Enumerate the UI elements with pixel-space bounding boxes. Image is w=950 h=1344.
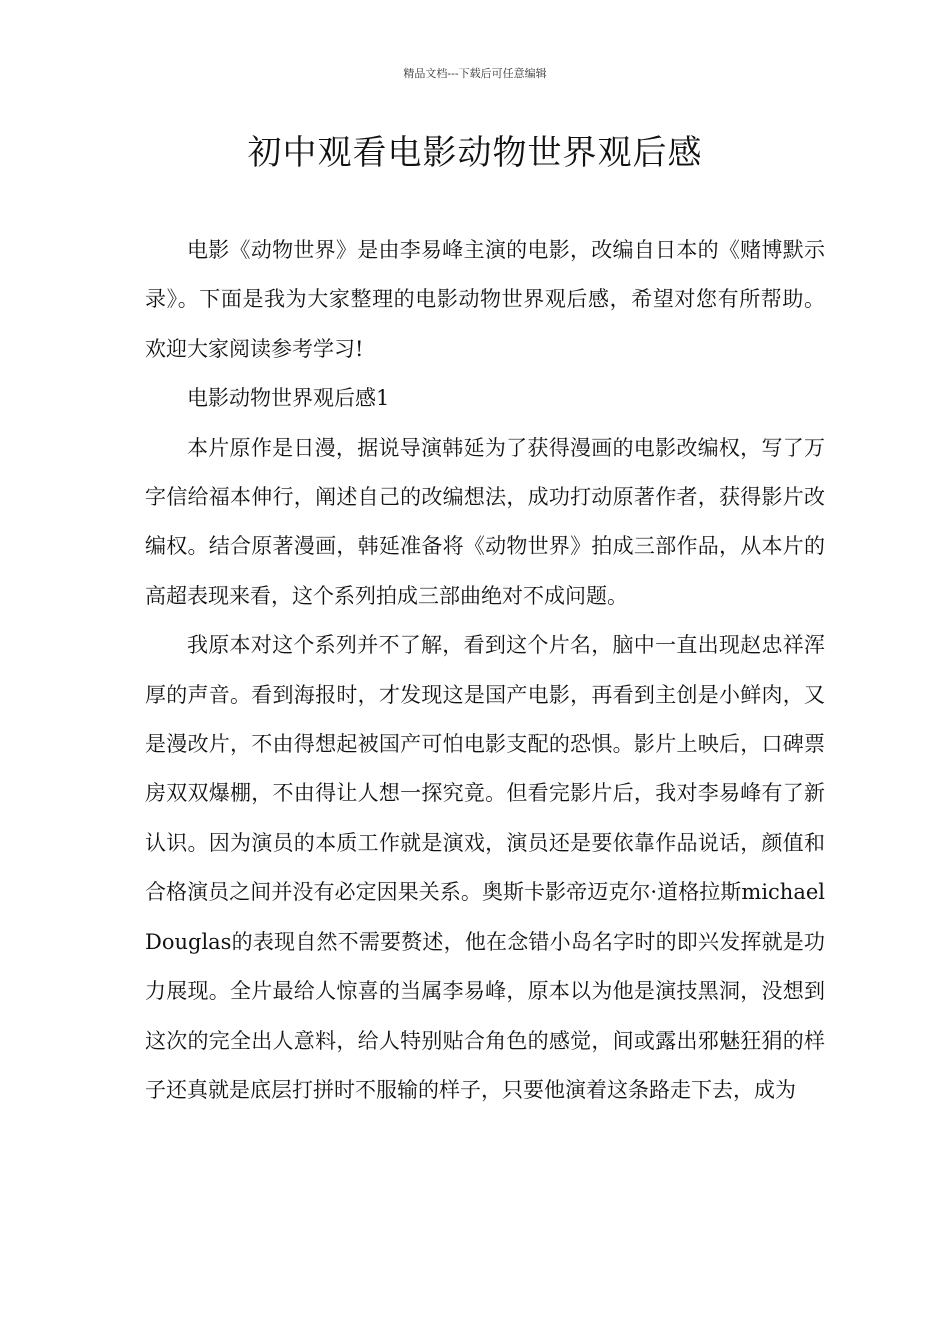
document-title: 初中观看电影动物世界观后感 [247, 133, 703, 173]
intro-paragraph: 电影《动物世界》是由李易峰主演的电影，改编自日本的《赌博默示录》。下面是我为大家整理的电影动物世界观后感，希望对您有所帮助。欢迎大家阅读参考学习! [145, 238, 825, 361]
body-paragraph-1: 本片原作是日漫，据说导演韩延为了获得漫画的电影改编权，写了万字信给福本伸行，阐述自己的改编想法，成功打动原著作者，获得影片改编权。结合原著漫画，韩延准备将《动物世界》拍成三部作品，从本片的高超表现来看，这个系列拍成三部曲绝对不成问题。 [145, 435, 825, 608]
document-body [145, 226, 825, 1115]
body-paragraph-2: 我原本对这个系列并不了解，看到这个片名，脑中一直出现赵忠祥浑厚的声音。看到海报时，才发现这是国产电影，再看到主创是小鲜肉，又是漫改片，不由得想起被国产可怕电影支配的恐惧。影片上映后，口碑票房双双爆棚，不由得让人想一探究竟。但看完影片后，我对李易峰有了新认识。因为演员的本质工作就是演戏，演员还是要依靠作品说话，颜值和合格演员之间并没有必定因果关系。奥斯卡影帝迈克尔·道格拉斯michaelDouglas的表现自然不需要赘述，他在念错小岛名字时的即兴发挥就是功力展现。全片最给人惊喜的当属李易峰，原本以为他是演技黑洞，没想到这次的完全出人意料，给人特别贴合角色的感觉，间或露出邪魅狂狷的样子还真就是底层打拼时不服输的样子，只要他演着这条路走下去，成为 [145, 633, 825, 1102]
page-header-caption: 精品文档---下载后可任意编辑 [403, 67, 547, 80]
section-heading: 电影动物世界观后感1 [187, 386, 390, 411]
